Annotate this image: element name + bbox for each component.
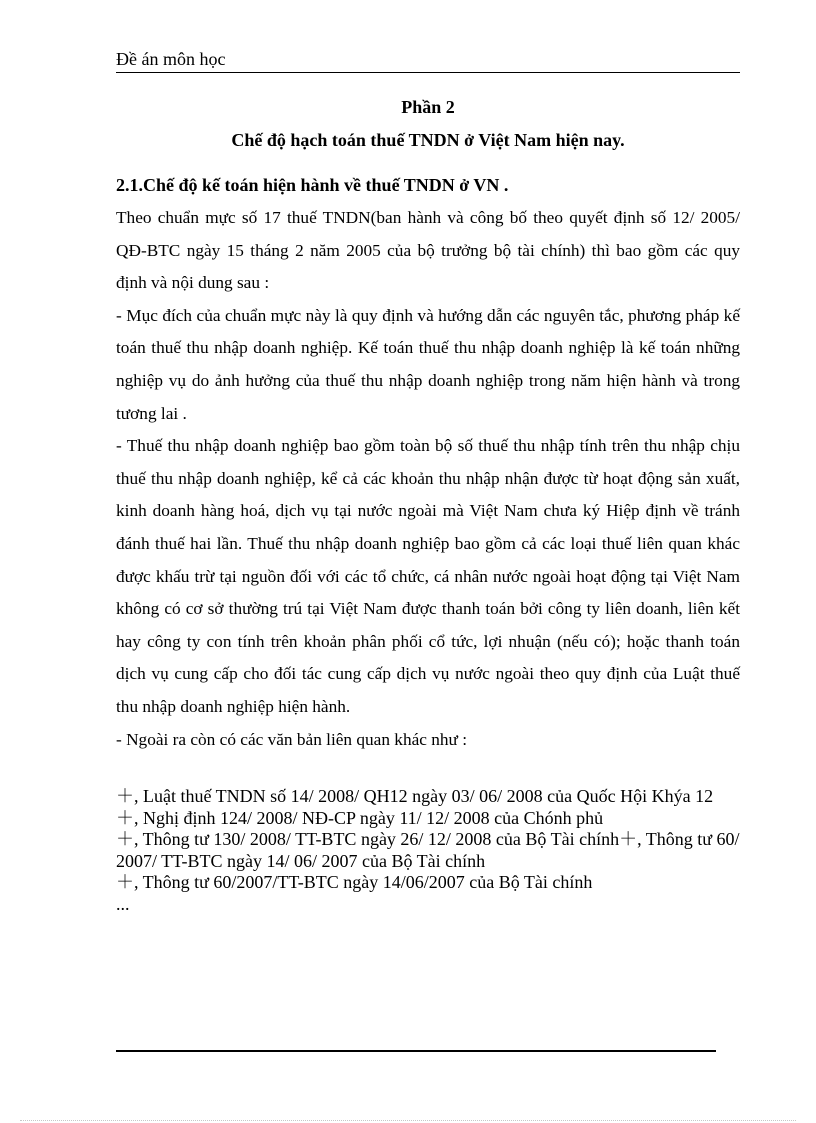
list-item: ＋, Nghị định 124/ 2008/ NĐ-CP ngày 11/ 12/ 2008 của Chónh phủ bbox=[116, 807, 604, 828]
page-edge-divider bbox=[20, 1120, 796, 1121]
part-number: Phần 2 bbox=[401, 97, 455, 117]
paragraph-tax-scope: - Thuế thu nhập doanh nghiệp bao gồm toàn bộ số thuế thu nhập tính trên thu nhập chịu thuế thu nhập doanh nghiệp, kể cả các khoản thu nhập nhận được từ hoạt động sản xuất, kinh doanh hàng hoá, dịch vụ tại nước ngoài mà Việt Nam chưa ký Hiệp định về tránh đánh thuế hai lần. Thuế thu nhập doanh nghiệp bao gồm cả các loại thuế liên quan khác được khấu trừ tại nguồn đối với các tổ chức, cá nhân nước ngoài hoạt động tại Việt Nam không có cơ sở thường trú tại Việt Nam được thanh toán bởi công ty liên doanh, liên kết hay công ty con tính trên khoản phân phối cổ tức, lợi nhuận (nếu có); hoặc thanh toán dịch vụ cung cấp cho đối tác cung cấp dịch vụ nước ngoài theo quy định của Luật thuế thu nhập doanh nghiệp hiện hành. bbox=[116, 436, 740, 716]
page-header bbox=[116, 48, 740, 73]
list-item: ＋, Luật thuế TNDN số 14/ 2008/ QH12 ngày 03/ 06/ 2008 của Quốc Hội Khýa 12 bbox=[116, 786, 714, 806]
header-title: Đề án môn học bbox=[116, 49, 226, 69]
part-subtitle: Chế độ hạch toán thuế TNDN ở Việt Nam hiện nay. bbox=[231, 130, 625, 150]
body-text bbox=[116, 202, 740, 756]
footer-rule bbox=[116, 1050, 716, 1052]
paragraph-purpose: - Mục đích của chuẩn mực này là quy định và hướng dẫn các nguyên tắc, phương pháp kế toán thuế thu nhập doanh nghiệp. Kế toán thuế thu nhập doanh nghiệp là kế toán những nghiệp vụ do ảnh hưởng của thuế thu nhập doanh nghiệp trong năm hiện hành và trong tương lai . bbox=[116, 305, 740, 423]
section-heading: 2.1.Chế độ kế toán hiện hành về thuế TNDN ở VN . bbox=[116, 175, 509, 195]
document-list bbox=[116, 786, 746, 915]
list-item: ... bbox=[116, 893, 130, 914]
paragraph-intro: Theo chuẩn mực số 17 thuế TNDN(ban hành và công bố theo quyết định số 12/ 2005/ QĐ-BTC ngày 15 tháng 2 năm 2005 của bộ trưởng bộ tài chính) thì bao gồm các quy định và nội dung sau : bbox=[116, 208, 740, 293]
paragraph-other-docs: - Ngoài ra còn có các văn bản liên quan khác như : bbox=[116, 729, 468, 749]
list-item: ＋, Thông tư 130/ 2008/ TT-BTC ngày 26/ 12/ 2008 của Bộ Tài chính＋, Thông tư 60/ 2007/ TT-BTC ngày 14/ 06/ 2007 của Bộ Tài chính bbox=[116, 829, 740, 871]
list-item: ＋, Thông tư 60/2007/TT-BTC ngày 14/06/2007 của Bộ Tài chính bbox=[116, 872, 593, 892]
